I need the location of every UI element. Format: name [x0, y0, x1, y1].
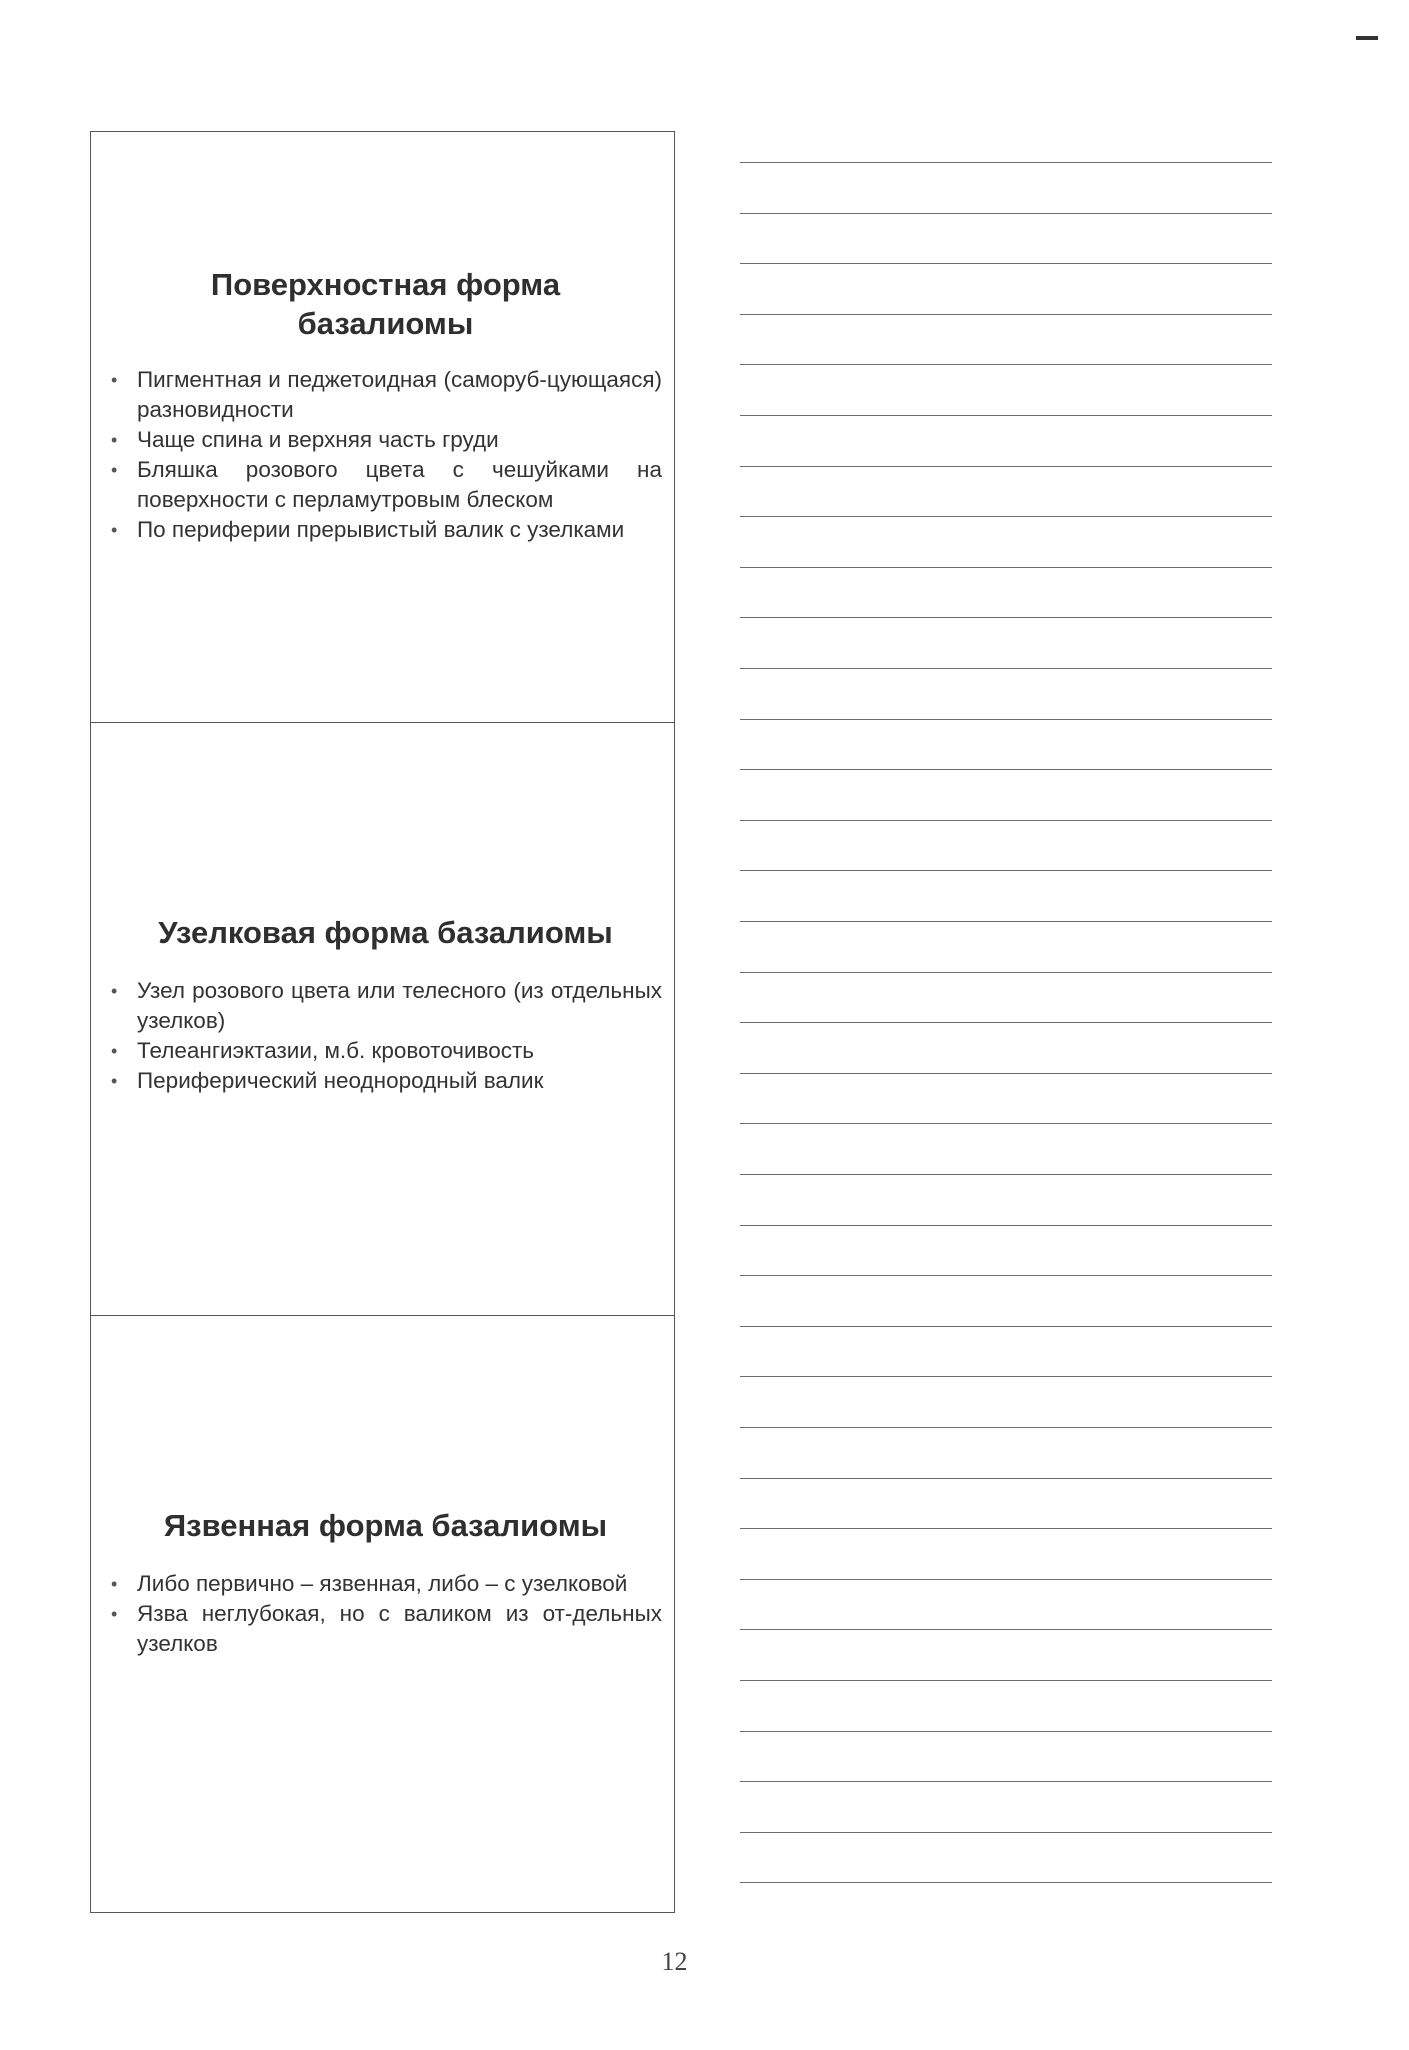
- bullet-icon: •: [111, 370, 118, 390]
- note-line: [740, 162, 1272, 163]
- scan-corner-mark: [1356, 36, 1378, 40]
- bullet-icon: •: [111, 460, 118, 480]
- note-line: [740, 1427, 1272, 1428]
- note-line: [740, 415, 1272, 416]
- bullet-item: [109, 515, 662, 545]
- note-line: [740, 820, 1272, 821]
- note-line: [740, 1528, 1272, 1529]
- bullet-item: [109, 1569, 662, 1599]
- note-line: [740, 1629, 1272, 1630]
- note-line: [740, 668, 1272, 669]
- slide-title: [109, 913, 662, 952]
- note-line: [740, 1579, 1272, 1580]
- bullet-item: [109, 1036, 662, 1066]
- bullet-item: [109, 365, 662, 425]
- note-line: [740, 213, 1272, 214]
- bullet-item: [109, 1066, 662, 1096]
- bullet-text: По периферии прерывистый валик с узелками: [137, 517, 625, 542]
- bullet-text: Узел розового цвета или телесного (из отдельных узелков): [137, 978, 662, 1033]
- note-line: [740, 617, 1272, 618]
- bullet-text: Телеангиэктазии, м.б. кровоточивость: [137, 1038, 535, 1063]
- bullet-icon: •: [111, 430, 118, 450]
- note-line: [740, 1832, 1272, 1833]
- note-line: [740, 769, 1272, 770]
- note-line: [740, 263, 1272, 264]
- note-line: [740, 1275, 1272, 1276]
- note-line: [740, 1073, 1272, 1074]
- note-line: [740, 1225, 1272, 1226]
- note-line: [740, 1022, 1272, 1023]
- note-line: [740, 921, 1272, 922]
- slide-title-line: базалиомы: [297, 306, 474, 341]
- bullet-text: Либо первично – язвенная, либо – с узелковой: [137, 1571, 628, 1596]
- bullet-item: [109, 425, 662, 455]
- slide-column: [90, 131, 675, 1913]
- slide-title-line: Язвенная форма базалиомы: [163, 1508, 608, 1543]
- bullet-text: Язва неглубокая, но с валиком из от-дельных узелков: [137, 1601, 662, 1656]
- notes-lines: [740, 0, 1272, 1920]
- bullet-item: [109, 1599, 662, 1659]
- note-line: [740, 1478, 1272, 1479]
- bullet-item: [109, 976, 662, 1036]
- bullet-icon: •: [111, 981, 118, 1001]
- bullet-icon: •: [111, 1071, 118, 1091]
- slide-title-line: Узелковая форма базалиомы: [158, 915, 613, 950]
- bullet-list: [109, 365, 662, 545]
- note-line: [740, 567, 1272, 568]
- bullet-icon: •: [111, 1574, 118, 1594]
- note-line: [740, 719, 1272, 720]
- note-line: [740, 1326, 1272, 1327]
- slide-title: [109, 1506, 662, 1545]
- slide-nodular-form: [91, 722, 674, 1315]
- slide-superficial-form: [91, 132, 674, 722]
- slide-title: [109, 265, 662, 343]
- bullet-text: Пигментная и педжетоидная (саморуб-цующаяся) разновидности: [137, 367, 662, 422]
- note-line: [740, 1680, 1272, 1681]
- note-line: [740, 1174, 1272, 1175]
- bullet-text: Периферический неоднородный валик: [137, 1068, 544, 1093]
- note-line: [740, 364, 1272, 365]
- note-line: [740, 1376, 1272, 1377]
- bullet-text: Чаще спина и верхняя часть груди: [137, 427, 499, 452]
- slide-title-line: Поверхностная форма: [210, 267, 561, 302]
- note-line: [740, 1882, 1272, 1883]
- note-line: [740, 870, 1272, 871]
- bullet-icon: •: [111, 1041, 118, 1061]
- note-line: [740, 1123, 1272, 1124]
- bullet-icon: •: [111, 520, 118, 540]
- note-line: [740, 466, 1272, 467]
- bullet-list: [109, 976, 662, 1096]
- note-line: [740, 1731, 1272, 1732]
- bullet-text: Бляшка розового цвета с чешуйками на поверхности с перламутровым блеском: [137, 457, 662, 512]
- bullet-list: [109, 1569, 662, 1659]
- bullet-item: [109, 455, 662, 515]
- page-number: 12: [661, 1947, 688, 1976]
- note-line: [740, 1781, 1272, 1782]
- note-line: [740, 314, 1272, 315]
- note-line: [740, 516, 1272, 517]
- bullet-icon: •: [111, 1604, 118, 1624]
- note-line: [740, 972, 1272, 973]
- slide-ulcerative-form: [91, 1315, 674, 1912]
